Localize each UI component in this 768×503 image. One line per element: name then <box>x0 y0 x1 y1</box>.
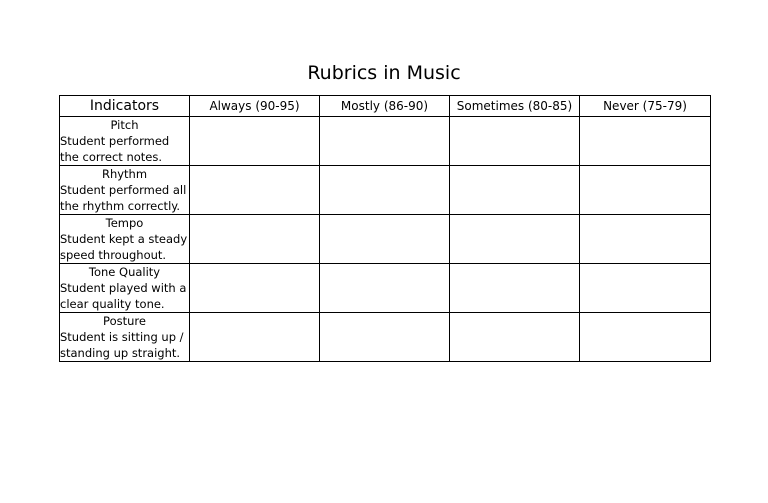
score-cell <box>580 264 711 313</box>
score-cell <box>320 313 450 362</box>
indicator-description-line: the correct notes. <box>60 150 163 164</box>
indicator-cell-tone-quality <box>60 264 190 313</box>
indicator-cell-rhythm <box>60 166 190 215</box>
header-never: Never (75-79) <box>580 96 711 117</box>
table-row <box>60 215 711 264</box>
indicator-description-line: Student kept a steady <box>60 232 188 246</box>
indicator-name: Pitch <box>110 118 139 132</box>
header-indicators: Indicators <box>60 96 190 117</box>
indicator-description-line: the rhythm correctly. <box>60 199 181 213</box>
indicator-description-line: standing up straight. <box>60 346 181 360</box>
table-row <box>60 264 711 313</box>
page-title: Rubrics in Music <box>307 62 461 84</box>
indicator-description-line: Student played with a <box>60 281 187 295</box>
indicator-description-line: speed throughout. <box>60 248 167 262</box>
score-cell <box>450 313 580 362</box>
score-cell <box>190 117 320 166</box>
indicator-name: Posture <box>103 314 146 328</box>
score-cell <box>580 166 711 215</box>
table-row <box>60 166 711 215</box>
score-cell <box>190 215 320 264</box>
table-row <box>60 313 711 362</box>
score-cell <box>450 215 580 264</box>
score-cell <box>580 215 711 264</box>
indicator-description-line: clear quality tone. <box>60 297 165 311</box>
indicator-description-line: Student is sitting up / <box>60 330 184 344</box>
score-cell <box>190 166 320 215</box>
indicator-description-line: Student performed <box>60 134 170 148</box>
score-cell <box>190 264 320 313</box>
indicator-name: Tone Quality <box>88 265 161 279</box>
score-cell <box>580 117 711 166</box>
rubric-table <box>59 95 711 362</box>
indicator-description-line: Student performed all <box>60 183 187 197</box>
indicator-cell-posture <box>60 313 190 362</box>
score-cell <box>320 264 450 313</box>
header-sometimes: Sometimes (80-85) <box>450 96 580 117</box>
header-mostly: Mostly (86-90) <box>320 96 450 117</box>
header-always: Always (90-95) <box>190 96 320 117</box>
indicator-name: Tempo <box>105 216 144 230</box>
score-cell <box>320 166 450 215</box>
table-row <box>60 117 711 166</box>
indicator-name: Rhythm <box>101 167 148 181</box>
indicator-cell-pitch <box>60 117 190 166</box>
indicator-cell-tempo <box>60 215 190 264</box>
score-cell <box>580 313 711 362</box>
header-row <box>60 96 711 117</box>
score-cell <box>450 166 580 215</box>
score-cell <box>320 215 450 264</box>
score-cell <box>450 117 580 166</box>
score-cell <box>450 264 580 313</box>
score-cell <box>190 313 320 362</box>
score-cell <box>320 117 450 166</box>
